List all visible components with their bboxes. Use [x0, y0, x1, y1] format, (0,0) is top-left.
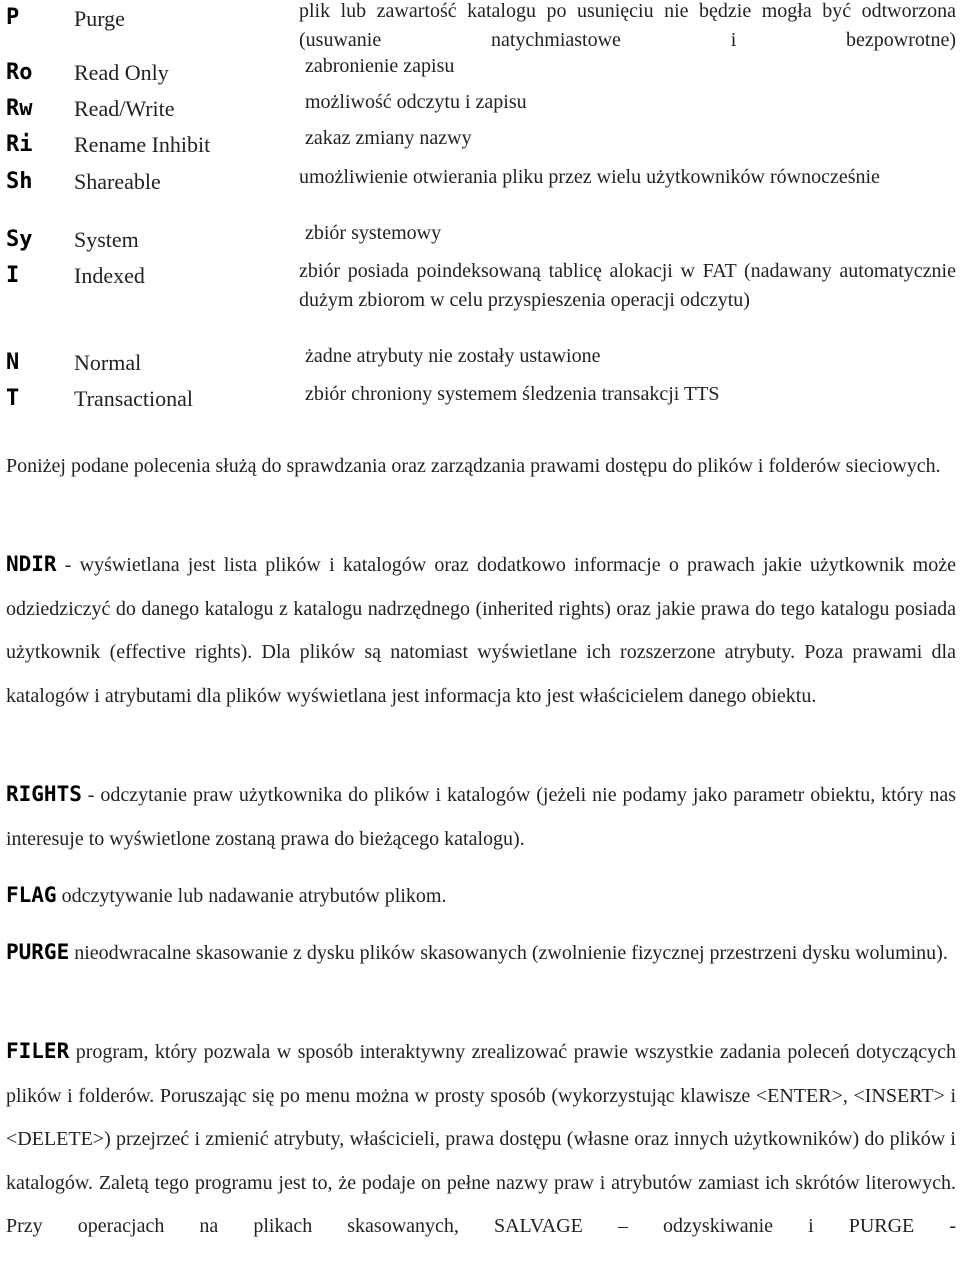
attribute-name: Read/Write: [74, 96, 175, 121]
attribute-description: plik lub zawartość katalogu po usunięciu nie będzie mogła być odtworzona (usuwanie natychmiastowe i bezpowrotne): [299, 0, 956, 51]
command-rights: [6, 773, 956, 861]
command-name: RIGHTS: [6, 782, 82, 806]
command-filer: [6, 1030, 956, 1249]
command-description: nieodwracalne skasowanie z dysku plików skasowanych (zwolnienie fizycznej przestrzeni dysku woluminu).: [69, 942, 948, 964]
attribute-name: Indexed: [74, 263, 145, 288]
command-name: PURGE: [6, 940, 70, 964]
attribute-code: T: [6, 386, 20, 411]
attribute-description: umożliwienie otwierania pliku przez wielu użytkowników równocześnie: [299, 166, 880, 188]
attribute-description: zabronienie zapisu: [305, 55, 455, 77]
attribute-name: Normal: [74, 350, 142, 375]
command-description: odczytywanie lub nadawanie atrybutów plikom.: [56, 885, 447, 907]
attribute-code: P: [6, 5, 20, 30]
command-description: - wyświetlana jest lista plików i katalogów oraz dodatkowo informacje o prawach jakie użytkownik może odziedziczyć do danego katalogu z katalogu nadrzędnego (inherited rights) oraz jakie prawa do tego katalogu posiada użytkownik (effective rights). Dla plików są natomiast wyświetlane ich rozszerzone atrybuty. Poza prawami dla katalogów i atrybutami dla plików wyświetlana jest informacja kto jest właścicielem danego obiektu.: [6, 554, 956, 707]
attribute-name: Transactional: [74, 386, 193, 411]
attribute-code: Sh: [6, 169, 33, 194]
attribute-description: zakaz zmiany nazwy: [305, 127, 472, 149]
command-description: program, który pozwala w sposób interaktywny zrealizować prawie wszystkie zadania poleceń dotyczących plików i folderów. Poruszając się po menu można w prosty sposób (wykorzystując klawisze <ENTER>, <INSERT> i <DELETE>) przejrzeć i zmienić atrybuty, właścicieli, prawa dostępu (własne oraz innych użytkowników) do plików i katalogów. Zaletą tego programu jest to, że podaje on pełne nazwy praw i atrybutów zamiast ich skrótów literowych. Przy operacjach na plikach skasowanych, SALVAGE – odzyskiwanie i PURGE -: [6, 1041, 956, 1237]
attribute-code: Sy: [6, 227, 33, 252]
attribute-name: Purge: [74, 6, 125, 31]
attribute-code: Ro: [6, 60, 33, 85]
attribute-name: System: [74, 227, 139, 252]
attribute-description: żadne atrybuty nie zostały ustawione: [305, 345, 601, 367]
attribute-code: N: [6, 350, 20, 375]
command-ndir: [6, 543, 956, 718]
attribute-name: Shareable: [74, 169, 161, 194]
command-flag: [6, 874, 956, 919]
command-name: NDIR: [6, 552, 57, 576]
command-purge: [6, 931, 956, 976]
attribute-code: Ri: [6, 132, 33, 157]
command-name: FILER: [6, 1039, 70, 1063]
command-name: FLAG: [6, 883, 57, 907]
attribute-code: I: [6, 263, 20, 288]
attribute-description: możliwość odczytu i zapisu: [305, 91, 527, 113]
attribute-name: Read Only: [74, 60, 169, 85]
attribute-description: zbiór posiada poindeksowaną tablicę alokacji w FAT (nadawany automatycznie dużym zbiorom w celu przyspieszenia operacji odczytu): [299, 260, 956, 311]
attribute-description: zbiór chroniony systemem śledzenia transakcji TTS: [305, 383, 720, 405]
attribute-name: Rename Inhibit: [74, 132, 211, 157]
intro-paragraph: Poniżej podane polecenia służą do sprawdzania oraz zarządzania prawami dostępu do plików i folderów sieciowych.: [6, 455, 941, 477]
attribute-code: Rw: [6, 96, 33, 121]
attribute-description: zbiór systemowy: [305, 222, 442, 244]
command-description: - odczytanie praw użytkownika do plików i katalogów (jeżeli nie podamy jako parametr obiektu, który nas interesuje to wyświetlone zostaną prawa do bieżącego katalogu).: [6, 784, 956, 850]
